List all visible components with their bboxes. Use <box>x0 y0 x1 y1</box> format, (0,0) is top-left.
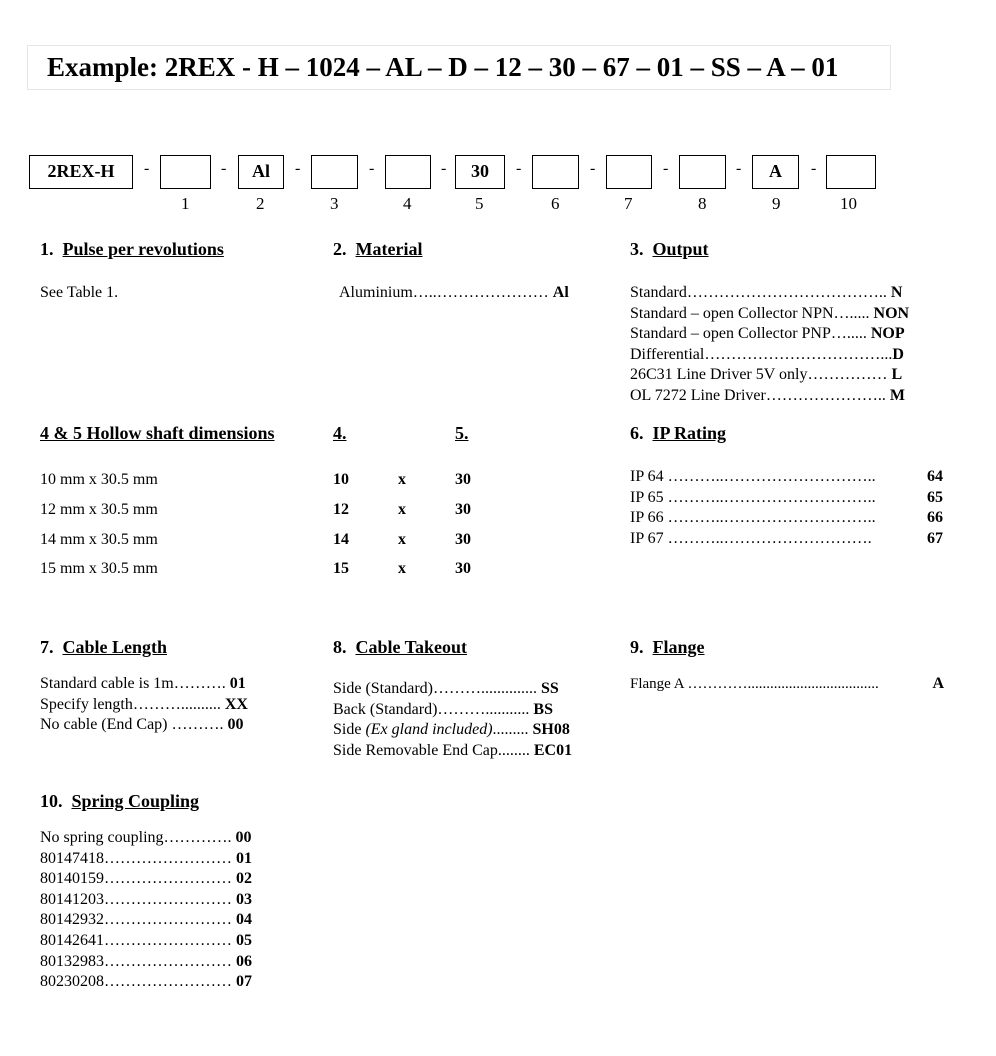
option-label: Side (Standard)……….............. <box>333 680 541 697</box>
option-code: 03 <box>236 890 252 908</box>
spring-heading <box>40 791 199 812</box>
code-index-6: 6 <box>551 194 560 213</box>
page-title: Example: 2REX - H – 1024 – AL – D – 12 – 30 – 67 – 01 – SS – A – 01 <box>47 52 839 82</box>
hollow-row-a: 15 <box>333 560 349 577</box>
option-label: IP 64 ………..……………………….. <box>630 468 876 485</box>
list-item <box>333 741 572 762</box>
list-item <box>630 488 943 509</box>
code-box-9: A <box>752 155 799 189</box>
code-index-8: 8 <box>698 194 707 213</box>
hollow-row-label: 10 mm x 30.5 mm <box>40 471 158 488</box>
option-code: N <box>890 284 903 301</box>
code-box-4 <box>385 155 431 189</box>
list-item <box>630 365 909 386</box>
list-item <box>630 345 909 366</box>
code-box-1 <box>160 155 211 189</box>
section-number: 8. <box>333 637 347 657</box>
option-code: XX <box>224 695 248 713</box>
list-item <box>630 304 909 325</box>
option-label: 26C31 Line Driver 5V only…………… <box>630 366 892 384</box>
section-title: Output <box>652 239 709 259</box>
option-label: Differential……………………………... <box>630 345 893 363</box>
option-label: IP 65 ………..……………………….. <box>630 488 876 506</box>
flange-heading <box>630 637 705 658</box>
code-index-4: 4 <box>403 194 412 213</box>
code-box-3 <box>311 155 358 189</box>
option-code: M <box>889 386 905 404</box>
output-heading <box>630 239 709 260</box>
option-code: NOP <box>870 325 905 343</box>
list-item <box>40 695 248 716</box>
hollow-heading <box>40 423 275 444</box>
list-item <box>40 910 252 931</box>
option-code: D <box>892 345 904 363</box>
code-dash: - <box>295 160 301 177</box>
option-label: 80142932…………………… <box>40 911 236 929</box>
option-code: L <box>891 366 903 384</box>
list-item <box>333 720 572 741</box>
option-label: OL 7272 Line Driver………………….. <box>630 386 890 404</box>
option-code: EC01 <box>533 741 573 759</box>
hollow-row-b: 30 <box>455 531 471 548</box>
option-label: Standard……………………………….. <box>630 284 891 301</box>
section-title: Pulse per revolutions <box>62 239 224 259</box>
section-number: 9. <box>630 637 644 657</box>
option-code: 06 <box>236 952 252 970</box>
list-item <box>40 869 252 890</box>
option-code: 01 <box>229 675 246 692</box>
code-dash: - <box>144 160 150 177</box>
section-title: Flange <box>652 637 705 657</box>
code-box-6 <box>532 155 579 189</box>
hollow-row-x: x <box>398 501 406 518</box>
code-box-2: Al <box>238 155 284 189</box>
cable-length-list <box>40 674 248 736</box>
hollow-row-b: 30 <box>455 471 471 488</box>
pulse-heading <box>40 239 224 260</box>
option-code: 67 <box>927 529 943 547</box>
code-dash: - <box>590 160 596 177</box>
code-dash: - <box>811 160 817 177</box>
hollow-row-b: 30 <box>455 501 471 518</box>
hollow-row-b: 30 <box>455 560 471 577</box>
code-index-5: 5 <box>475 194 484 213</box>
ip-list <box>630 467 943 549</box>
hollow-row-label: 14 mm x 30.5 mm <box>40 531 158 548</box>
option-code: 00 <box>235 829 252 846</box>
option-label: Aluminium…..………………… <box>339 284 549 301</box>
hollow-col4-heading <box>333 423 347 444</box>
code-index-9: 9 <box>772 194 781 213</box>
hollow-row-x: x <box>398 560 406 577</box>
list-item <box>630 467 943 488</box>
list-item <box>40 931 252 952</box>
option-label: Specify length……….......... <box>40 695 225 713</box>
section-number: 10. <box>40 791 63 811</box>
section-title: Cable Length <box>62 637 168 657</box>
option-label: Side Removable End Cap........ <box>333 741 534 759</box>
section-title: Spring Coupling <box>71 791 200 811</box>
list-item <box>40 952 252 973</box>
code-box-5: 30 <box>455 155 505 189</box>
hollow-row-label: 15 mm x 30.5 mm <box>40 560 158 577</box>
option-label: Back (Standard)………........... <box>333 700 534 718</box>
list-item <box>40 715 248 736</box>
takeout-list <box>333 679 572 761</box>
option-note: (Ex gland included) <box>365 721 493 739</box>
option-code: 02 <box>236 870 252 888</box>
option-code: 65 <box>927 488 943 506</box>
option-leader: ......... <box>492 721 533 739</box>
option-code: 00 <box>227 716 244 734</box>
code-dash: - <box>736 160 742 177</box>
code-dash: - <box>441 160 447 177</box>
option-label: Standard – open Collector PNP…..... <box>630 325 871 343</box>
option-label: No cable (End Cap) ………. <box>40 716 228 734</box>
option-label: Standard – open Collector NPN…..... <box>630 304 874 322</box>
hollow-row-x: x <box>398 471 406 488</box>
hollow-col5-heading <box>455 423 469 444</box>
hollow-row-a: 10 <box>333 471 349 488</box>
code-box-8 <box>679 155 726 189</box>
option-code: NON <box>873 304 910 322</box>
option-label: 80142641…………………… <box>40 931 236 949</box>
section-title: 4 & 5 Hollow shaft dimensions <box>40 423 275 443</box>
option-code: 64 <box>927 468 943 485</box>
option-label: IP 66 ………..……………………….. <box>630 509 876 527</box>
option-label: 80132983…………………… <box>40 952 236 970</box>
list-item <box>630 529 943 550</box>
option-code: SS <box>540 680 559 697</box>
list-item <box>40 828 252 849</box>
option-code: Al <box>552 284 569 301</box>
hollow-row-label: 12 mm x 30.5 mm <box>40 501 158 518</box>
list-item <box>40 972 252 993</box>
option-code: 01 <box>236 849 252 867</box>
list-item <box>40 890 252 911</box>
hollow-row-a: 12 <box>333 501 349 518</box>
section-title: Cable Takeout <box>355 637 468 657</box>
section-number: 6. <box>630 423 644 443</box>
code-index-1: 1 <box>181 194 190 213</box>
material-heading <box>333 239 422 260</box>
option-code: 66 <box>927 509 943 527</box>
list-item <box>333 679 572 700</box>
list-item <box>40 849 252 870</box>
hollow-row-a: 14 <box>333 531 349 548</box>
section-number: 7. <box>40 637 54 657</box>
option-label: Standard cable is 1m………. <box>40 675 230 692</box>
option-code: 04 <box>236 911 252 929</box>
code-dash: - <box>221 160 227 177</box>
code-box-10 <box>826 155 876 189</box>
option-label: Side <box>333 721 366 739</box>
code-prefix-box: 2REX-H <box>29 155 133 189</box>
takeout-heading <box>333 637 467 658</box>
list-item <box>630 324 909 345</box>
material-option <box>339 283 569 304</box>
option-label: IP 67 ………..………………………. <box>630 529 872 547</box>
code-box-7 <box>606 155 652 189</box>
option-code: A <box>932 675 944 692</box>
spring-list <box>40 828 252 993</box>
option-code: SH08 <box>532 721 570 739</box>
option-label: No spring coupling…………. <box>40 829 236 846</box>
option-label: 80140159…………………… <box>40 870 236 888</box>
list-item <box>630 283 909 304</box>
section-number: 1. <box>40 239 54 259</box>
cable-length-heading <box>40 637 167 658</box>
list-item <box>630 508 943 529</box>
section-number: 2. <box>333 239 347 259</box>
option-label: Flange A …………................................... <box>630 676 879 692</box>
column-number: 4. <box>333 423 347 443</box>
option-code: 05 <box>236 931 252 949</box>
hollow-row-x: x <box>398 531 406 548</box>
option-label: 80230208…………………… <box>40 973 236 991</box>
list-item <box>630 386 909 407</box>
option-code: BS <box>533 700 553 718</box>
section-number: 3. <box>630 239 644 259</box>
list-item <box>40 674 248 695</box>
option-label: 80147418…………………… <box>40 849 236 867</box>
output-list <box>630 283 909 407</box>
code-dash: - <box>663 160 669 177</box>
code-dash: - <box>369 160 375 177</box>
ip-heading <box>630 423 726 444</box>
code-dash: - <box>516 160 522 177</box>
pulse-text: See Table 1. <box>40 284 119 301</box>
list-item <box>333 700 572 721</box>
option-code: 07 <box>236 973 252 991</box>
flange-option <box>630 674 944 695</box>
column-number: 5. <box>455 423 469 443</box>
code-index-10: 10 <box>840 194 857 213</box>
option-label: 80141203…………………… <box>40 890 236 908</box>
code-index-7: 7 <box>624 194 633 213</box>
section-title: Material <box>355 239 423 259</box>
code-index-2: 2 <box>256 194 265 213</box>
section-title: IP Rating <box>652 423 727 443</box>
code-index-3: 3 <box>330 194 339 213</box>
